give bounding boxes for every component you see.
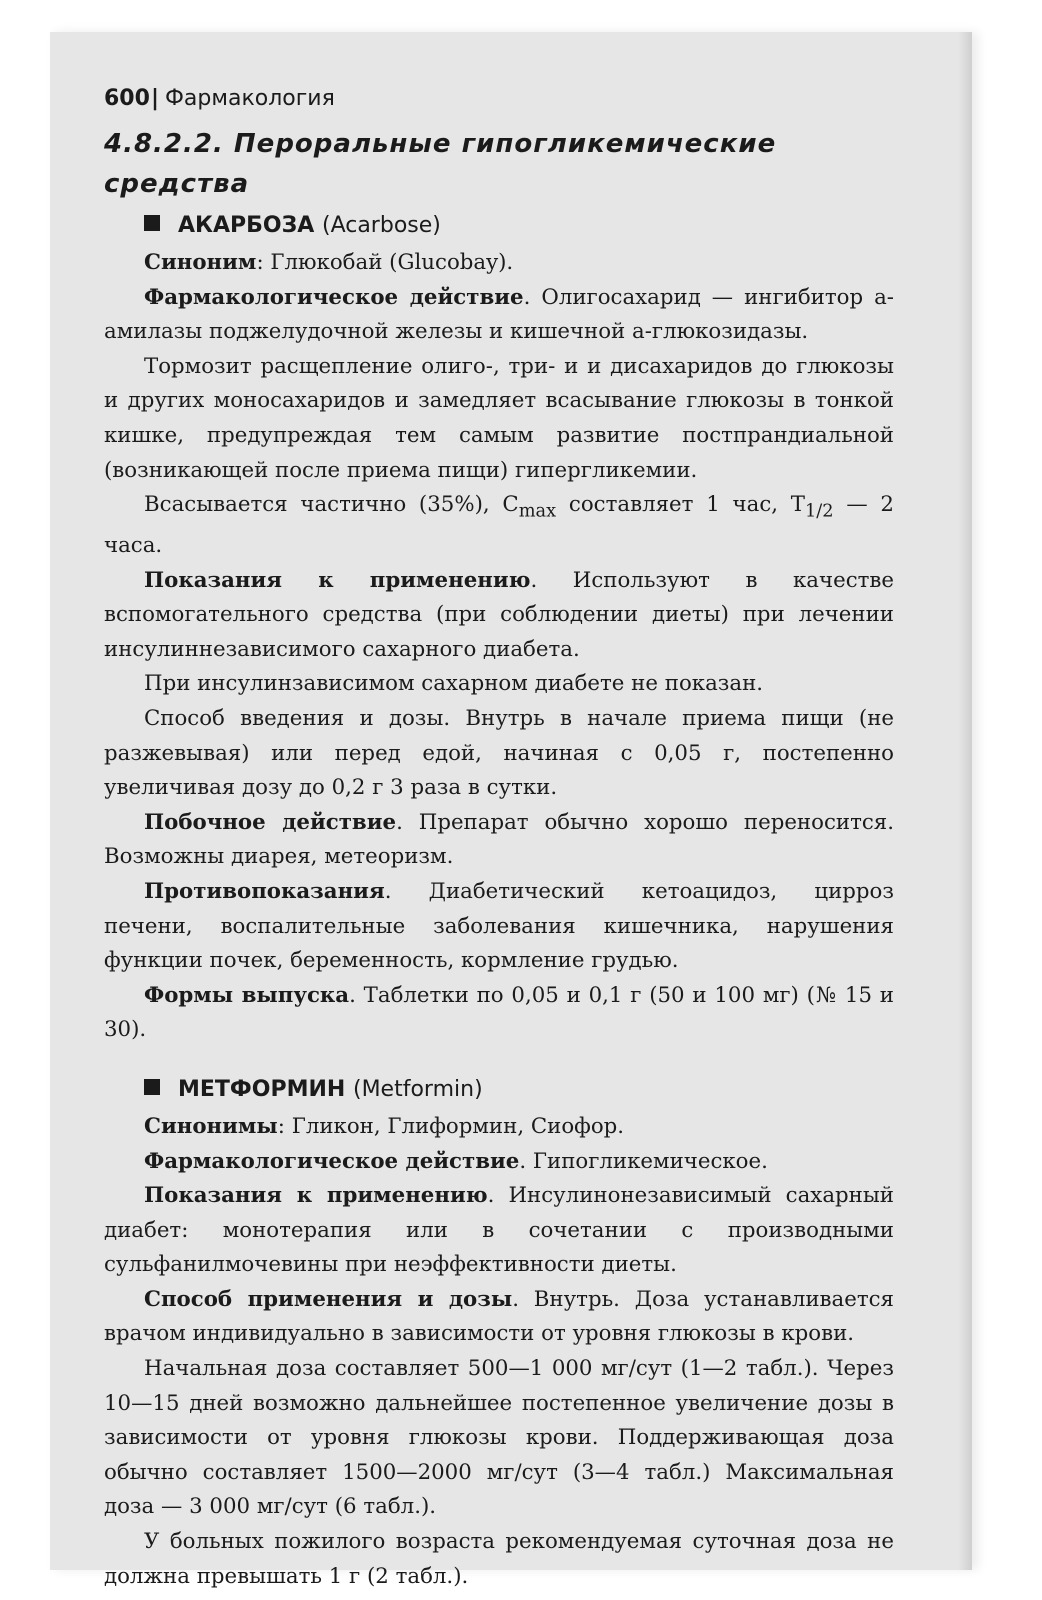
section-spacer bbox=[104, 1048, 894, 1068]
absorption-paragraph bbox=[104, 488, 894, 563]
action-paragraph bbox=[104, 281, 894, 350]
half-life-subscript: 1/2 bbox=[805, 501, 834, 522]
action-more-paragraph: Тормозит расщепление олиго-, три- и и дисахаридов до глюкозы и других моносахаридов и замедляет всасывание глюкозы в тонкой кишке, предупреждая тем самым развитие постпрандиальной (возникающей после приема пищи) гипергликемии. bbox=[104, 353, 894, 483]
drug-heading-acarbose bbox=[144, 210, 894, 242]
dosage-paragraph bbox=[104, 1283, 894, 1352]
action-text: . Гипогликемическое. bbox=[519, 1148, 768, 1174]
contraindications-text: . Диабетический кетоацидоз, цирроз печени, воспалительные заболевания кишечника, нарушения функции почек, беременность, кормление грудью. bbox=[104, 878, 894, 974]
synonym-label: Синоним bbox=[144, 250, 257, 275]
indications-text: . Инсулинонезависимый сахарный диабет: монотерапия или в сочетании с производными сульфанилмочевины при неэффективности диеты. bbox=[104, 1183, 894, 1278]
book-title: Фармакология bbox=[164, 86, 335, 111]
running-header bbox=[104, 84, 894, 114]
forms-paragraph bbox=[104, 979, 894, 1048]
absorption-text-3: — 2 часа. bbox=[104, 492, 894, 558]
indications-label: Показания к применению bbox=[144, 1183, 488, 1209]
synonym-paragraph bbox=[104, 246, 894, 281]
drug-heading-metformin bbox=[144, 1074, 894, 1106]
indications-paragraph bbox=[104, 1179, 894, 1283]
action-label: Фармакологическое действие bbox=[144, 1148, 520, 1174]
indications-text: . Используют в качестве вспомогательного средства (при соблюдении диеты) при лечении инсулиннезависимого сахарного диабета. bbox=[104, 567, 894, 662]
synonyms-text: : Гликон, Глиформин, Сиофор. bbox=[277, 1113, 625, 1139]
action-label: Фармакологическое действие bbox=[144, 284, 524, 310]
page-content bbox=[104, 84, 894, 1594]
page-edge-shadow bbox=[958, 32, 972, 1570]
synonyms-label: Синонимы bbox=[144, 1113, 278, 1139]
dosage-text: . Внутрь. Доза устанавливается врачом индивидуально в зависимости от уровня глюкозы в крови. bbox=[104, 1286, 894, 1347]
cmax-subscript: max bbox=[518, 501, 557, 522]
starting-dose-paragraph: Начальная доза составляет 500—1 000 мг/сут (1—2 табл.). Через 10—15 дней возможно дальнейшее постепенное увеличение дозы в зависимости от уровня глюкозы крови. Поддерживающая доза обычно составляет 1500—2000 мг/сут (3—4 табл.) Максимальная доза — 3 000 мг/сут (6 табл.). bbox=[104, 1356, 894, 1520]
indications-paragraph bbox=[104, 564, 894, 668]
bullet-square-icon bbox=[144, 1079, 160, 1095]
dosage-label: Способ применения и дозы bbox=[144, 1286, 513, 1312]
absorption-text: Всасывается частично (35%), С bbox=[144, 492, 519, 518]
drug-latin-name: ( Metformin ) bbox=[353, 1077, 483, 1102]
dosage-paragraph: Способ введения и дозы. Внутрь в начале приема пищи (не разжевывая) или перед едой, начиная с 0,05 г, постепенно увеличивая дозу до 0,2 г 3 раза в сутки. bbox=[104, 705, 894, 801]
header-separator: | bbox=[150, 86, 159, 111]
indications-more-paragraph: При инсулинзависимом сахарном диабете не показан. bbox=[144, 671, 764, 697]
action-text: . Олигосахарид — ингибитор а-амилазы поджелудочной железы и кишечной а-глюкозидазы. bbox=[104, 284, 894, 345]
side-effects-text: . Препарат обычно хорошо переносится. Возможны диарея, метеоризм. bbox=[104, 809, 894, 870]
side-effects-paragraph bbox=[104, 806, 894, 875]
absorption-text-2: составляет 1 час, Т bbox=[556, 492, 805, 518]
drug-name: МЕТФОРМИН bbox=[178, 1076, 346, 1102]
synonym-text: : Глюкобай (Glucobay). bbox=[256, 250, 514, 275]
action-paragraph bbox=[104, 1145, 894, 1180]
side-effects-label: Побочное действие bbox=[144, 809, 397, 835]
synonyms-paragraph bbox=[104, 1110, 894, 1145]
bullet-square-icon bbox=[144, 215, 160, 231]
forms-text: . Таблетки по 0,05 и 0,1 г (50 и 100 мг) (№ 15 и 30). bbox=[104, 982, 895, 1043]
drug-latin-name: ( Acarbose ) bbox=[322, 213, 441, 238]
page-number: 600 bbox=[104, 86, 150, 111]
forms-label: Формы выпуска bbox=[144, 982, 350, 1008]
section-title: 4.8.2.2. Пероральные гипогликемические средства bbox=[104, 129, 777, 199]
indications-label: Показания к применению bbox=[144, 567, 531, 593]
elderly-dose-paragraph: У больных пожилого возраста рекомендуемая суточная доза не должна превышать 1 г (2 табл.). bbox=[104, 1529, 894, 1589]
contraindications-paragraph bbox=[104, 875, 894, 979]
drug-name: АКАРБОЗА bbox=[178, 213, 315, 238]
contraindications-label: Противопоказания bbox=[144, 878, 385, 904]
